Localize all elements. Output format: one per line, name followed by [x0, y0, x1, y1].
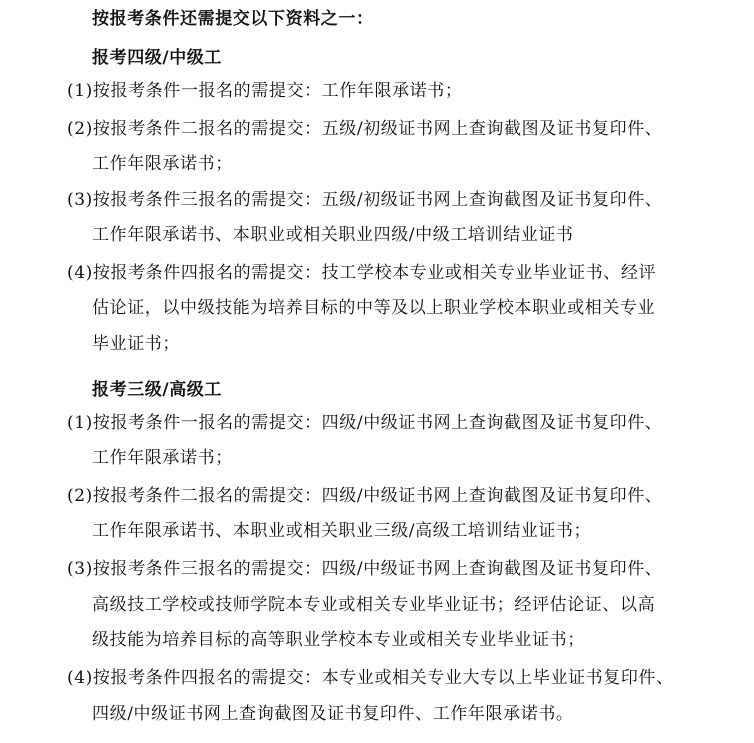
list-item-line: (3)按报考条件三报名的需提交：四级/中级证书网上查询截图及证书复印件、: [67, 559, 663, 579]
list-item-line: 级技能为培养目标的高等职业学校本专业或相关专业毕业证书；: [92, 630, 585, 650]
list-item-line: (1)按报考条件一报名的需提交：四级/中级证书网上查询截图及证书复印件、: [67, 413, 663, 433]
list-item-line: (4)按报考条件四报名的需提交：技工学校本专业或相关专业毕业证书、经评: [67, 263, 657, 283]
list-item-line: 毕业证书；: [92, 334, 180, 354]
list-item-line: (2)按报考条件二报名的需提交：四级/中级证书网上查询截图及证书复印件、: [67, 486, 663, 506]
list-item-line: 工作年限承诺书、本职业或相关职业四级/中级工培训结业证书: [92, 225, 574, 245]
list-item-line: 四级/中级证书网上查询截图及证书复印件、工作年限承诺书。: [92, 704, 574, 724]
list-item-line: (3)按报考条件三报名的需提交：五级/初级证书网上查询截图及证书复印件、: [67, 190, 663, 210]
list-item-line: 工作年限承诺书、本职业或相关职业三级/高级工培训结业证书；: [92, 521, 592, 541]
list-item-line: 估论证，以中级技能为培养目标的中等及以上职业学校本职业或相关专业: [92, 298, 656, 318]
list-item-line: 工作年限承诺书；: [92, 448, 233, 468]
list-item-line: 工作年限承诺书；: [92, 154, 233, 174]
list-item-line: 高级技工学校或技师学院本专业或相关专业毕业证书；经评估论证、以高: [92, 595, 656, 615]
list-item-line: (2)按报考条件二报名的需提交：五级/初级证书网上查询截图及证书复印件、: [67, 119, 663, 139]
list-item-line: (1)按报考条件一报名的需提交：工作年限承诺书；: [67, 81, 463, 101]
section-heading-level4: 报考四级/中级工: [92, 48, 223, 68]
section-heading-level3: 报考三级/高级工: [92, 380, 223, 400]
list-item-line: (4)按报考条件四报名的需提交：本专业或相关专业大专以上毕业证书复印件、: [67, 668, 674, 688]
intro-text: 按报考条件还需提交以下资料之一：: [92, 9, 374, 29]
